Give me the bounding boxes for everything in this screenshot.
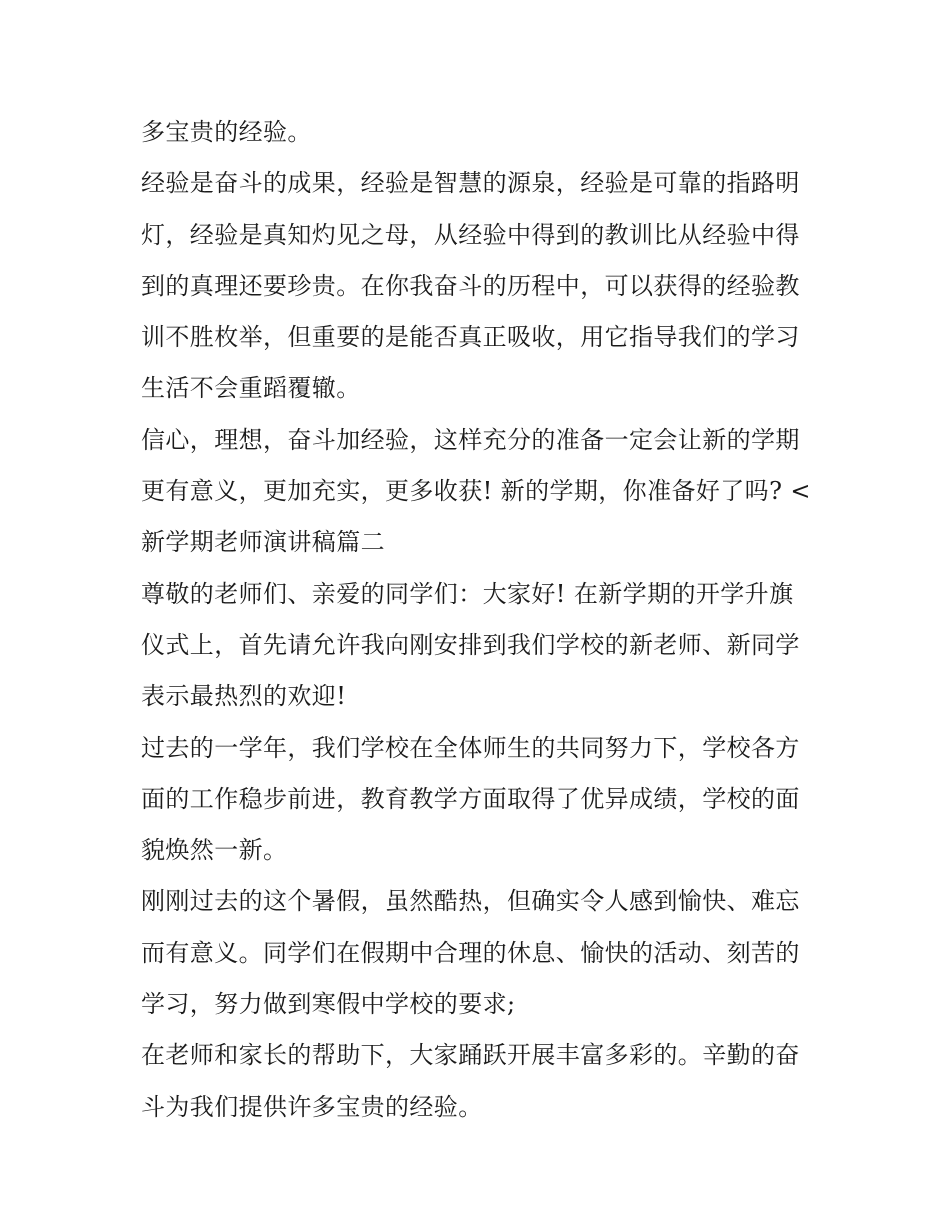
paragraph-line: 过去的一学年，我们学校在全体师生的共同努力下，学校各方 bbox=[141, 733, 800, 762]
paragraph-line: 刚刚过去的这个暑假，虽然酷热，但确实令人感到愉快、难忘 bbox=[141, 887, 800, 916]
paragraph-line: 多宝贵的经验。 bbox=[141, 118, 312, 146]
paragraph-line: 表示最热烈的欢迎! bbox=[141, 682, 347, 711]
paragraph-line: 经验是奋斗的成果，经验是智慧的源泉，经验是可靠的指路明 bbox=[141, 169, 800, 198]
paragraph-line: 尊敬的老师们、亲爱的同学们：大家好! 在新学期的开学升旗 bbox=[141, 579, 794, 608]
paragraph-line: 生活不会重蹈覆辙。 bbox=[141, 374, 361, 403]
paragraph-line: 而有意义。同学们在假期中合理的休息、愉快的活动、刻苦的 bbox=[141, 938, 800, 967]
paragraph-line: 训不胜枚举，但重要的是能否真正吸收，用它指导我们的学习 bbox=[141, 323, 800, 352]
paragraph-line: 貌焕然一新。 bbox=[141, 836, 288, 865]
paragraph-line: 信心，理想，奋斗加经验，这样充分的准备一定会让新的学期 bbox=[141, 425, 800, 454]
paragraph-line: 到的真理还要珍贵。在你我奋斗的历程中，可以获得的经验教 bbox=[141, 271, 800, 300]
paragraph-line: 灯，经验是真知灼见之母，从经验中得到的教训比从经验中得 bbox=[141, 220, 800, 249]
paragraph-line: 学习，努力做到寒假中学校的要求; bbox=[141, 990, 516, 1019]
paragraph-line: 面的工作稳步前进，教育教学方面取得了优异成绩，学校的面 bbox=[141, 784, 800, 813]
paragraph-line: 斗为我们提供许多宝贵的经验。 bbox=[141, 1092, 483, 1121]
paragraph-line: 仪式上，首先请允许我向刚安排到我们学校的新老师、新同学 bbox=[141, 630, 800, 659]
paragraph-line: 更有意义，更加充实，更多收获! 新的学期，你准备好了吗? < bbox=[141, 477, 811, 506]
section-heading: 新学期老师演讲稿篇二 bbox=[141, 528, 385, 557]
paragraph-line: 在老师和家长的帮助下，大家踊跃开展丰富多彩的。辛勤的奋 bbox=[141, 1041, 800, 1070]
document-body bbox=[141, 107, 821, 1133]
